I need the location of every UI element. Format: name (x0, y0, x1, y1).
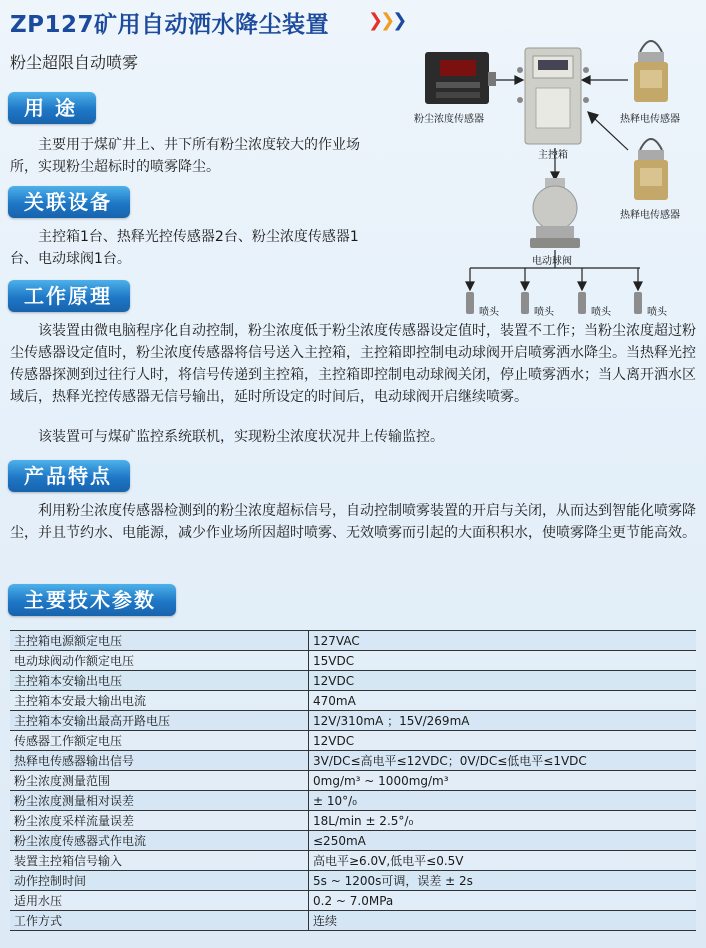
spec-value: ± 10°/₀ (309, 791, 697, 811)
spec-name: 电动球阀动作额定电压 (10, 651, 309, 671)
table-row (10, 711, 696, 731)
table-row (10, 811, 696, 831)
spec-value: 5s ~ 1200s可调，误差 ± 2s (309, 871, 697, 891)
table-row (10, 691, 696, 711)
page-title: ZP127矿用自动洒水降尘装置 (10, 12, 330, 38)
spec-name: 适用水压 (10, 891, 309, 911)
spec-name: 粉尘浓度测量相对误差 (10, 791, 309, 811)
pyro-sensor-1-device (634, 41, 668, 102)
section-heading-principle: 工作原理 (8, 280, 130, 312)
page-subtitle: 粉尘超限自动喷雾 (10, 53, 139, 72)
table-row (10, 791, 696, 811)
arrow-red-icon: ❯ (368, 10, 381, 31)
spec-value: 连续 (309, 911, 697, 931)
spec-value: 12VDC (309, 671, 697, 691)
spec-name: 热释电传感器输出信号 (10, 751, 309, 771)
section-heading-usage: 用 途 (8, 92, 96, 124)
label-pyro-sensor-1: 热释电传感器 (620, 114, 680, 125)
table-row (10, 831, 696, 851)
electric-valve-device (530, 178, 580, 248)
arrow-blue-icon: ❯ (392, 10, 405, 31)
label-main-box: 主控箱 (538, 150, 568, 161)
main-control-box (517, 48, 589, 144)
spec-value: 15VDC (309, 651, 697, 671)
label-nozzle-3: 喷头 (591, 307, 611, 318)
usage-text: 主要用于煤矿井上、井下所有粉尘浓度较大的作业场所，实现粉尘超标时的喷雾降尘。 (10, 137, 360, 175)
table-row (10, 891, 696, 911)
spec-name: 主控箱本安输出电压 (10, 671, 309, 691)
spec-value: 12VDC (309, 731, 697, 751)
spec-value: 470mA (309, 691, 697, 711)
label-pyro-sensor-2: 热释电传感器 (620, 210, 680, 221)
equipment-text: 主控箱1台、热释光控传感器2台、粉尘浓度传感器1台、电动球阀1台。 (10, 229, 359, 267)
arrow-orange-icon: ❯ (380, 10, 393, 31)
spec-name: 装置主控箱信号输入 (10, 851, 309, 871)
spec-value: 127VAC (309, 631, 697, 651)
table-row (10, 671, 696, 691)
spec-value: 12V/310mA ；15V/269mA (309, 711, 697, 731)
label-dust-sensor: 粉尘浓度传感器 (414, 114, 484, 125)
spec-value: ≤250mA (309, 831, 697, 851)
spec-name: 动作控制时间 (10, 871, 309, 891)
features-text: 利用粉尘浓度传感器检测到的粉尘浓度超标信号，自动控制喷雾装置的开启与关闭，从而达到智能化喷雾降尘，并且节约水、电能源，减少作业场所因超时喷雾、无效喷雾而引起的大面积积水，使喷雾降尘更节能高效。 (10, 503, 696, 541)
spec-value: 18L/min ± 2.5°/₀ (309, 811, 697, 831)
dust-sensor-device (425, 52, 496, 104)
principle-text-2: 该装置可与煤矿监控系统联机，实现粉尘浓度状况井上传输监控。 (38, 429, 444, 445)
table-row (10, 651, 696, 671)
nozzle-3-icon (578, 292, 586, 314)
spec-name: 粉尘浓度传感器式作电流 (10, 831, 309, 851)
nozzle-1-icon (466, 292, 474, 314)
pyro-sensor-2-device (634, 139, 668, 200)
spec-name: 工作方式 (10, 911, 309, 931)
table-row (10, 851, 696, 871)
spec-name: 粉尘浓度采样流量误差 (10, 811, 309, 831)
table-row (10, 751, 696, 771)
section-heading-features: 产品特点 (8, 460, 130, 492)
spec-name: 主控箱电源额定电压 (10, 631, 309, 651)
table-row (10, 911, 696, 931)
table-row (10, 771, 696, 791)
spec-value: 3V/DC≤高电平≤12VDC；0V/DC≤低电平≤1VDC (309, 751, 697, 771)
spec-value: 0.2 ~ 7.0MPa (309, 891, 697, 911)
spec-name: 粉尘浓度测量范围 (10, 771, 309, 791)
spec-name: 主控箱本安输出最高开路电压 (10, 711, 309, 731)
table-row (10, 631, 696, 651)
section-heading-specs: 主要技术参数 (8, 584, 176, 616)
nozzle-2-icon (521, 292, 529, 314)
spec-name: 传感器工作额定电压 (10, 731, 309, 751)
specs-table (10, 630, 696, 931)
section-heading-equipment: 关联设备 (8, 186, 130, 218)
label-valve: 电动球阀 (532, 256, 572, 267)
nozzle-4-icon (634, 292, 642, 314)
spec-value: 0mg/m³ ~ 1000mg/m³ (309, 771, 697, 791)
label-nozzle-2: 喷头 (534, 307, 554, 318)
label-nozzle-4: 喷头 (647, 307, 667, 318)
table-row (10, 871, 696, 891)
spec-value: 高电平≥6.0V,低电平≤0.5V (309, 851, 697, 871)
table-row (10, 731, 696, 751)
principle-text-1: 该装置由微电脑程序化自动控制，粉尘浓度低于粉尘浓度传感器设定值时，装置不工作；当粉尘浓度超过粉尘传感器设定值时，粉尘浓度传感器将信号送入主控箱，主控箱即控制电动球阀开启喷雾洒水降尘。当热释光控传感器探测到过往行人时，将信号传递到主控箱，主控箱即控制电动球阀关闭，停止喷雾洒水；当人离开洒水区域后，热释光控传感器无信号输出，延时所设定的时间后，电动球阀开启继续喷雾。 (10, 323, 696, 405)
label-nozzle-1: 喷头 (479, 307, 499, 318)
spec-name: 主控箱本安最大输出电流 (10, 691, 309, 711)
